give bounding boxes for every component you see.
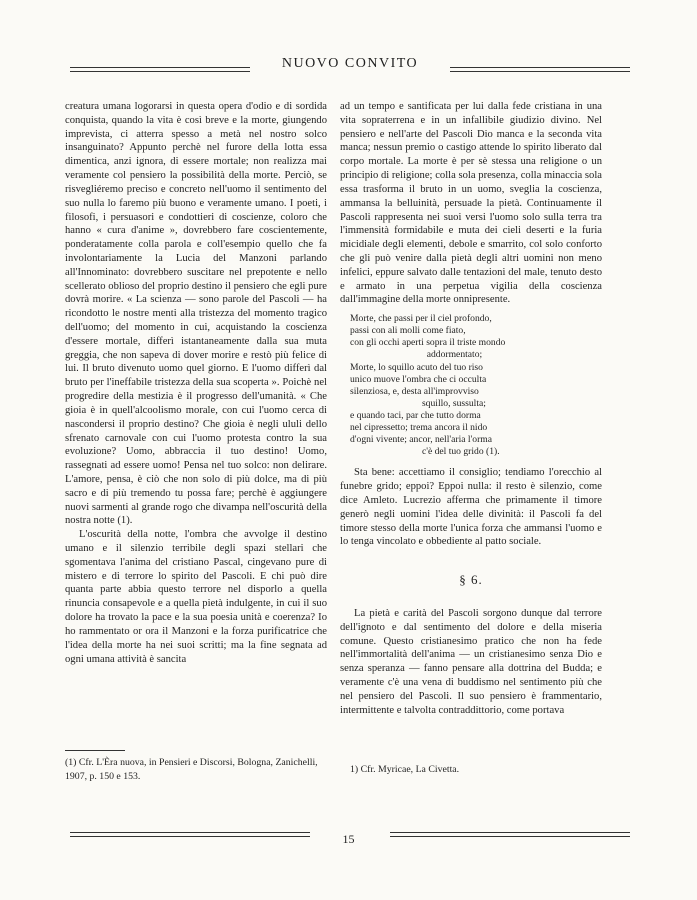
footnote-left: (1) Cfr. L'Èra nuova, in Pensieri e Discorsi, Bologna, Zanichelli, 1907, p. 150 e 153. bbox=[65, 757, 318, 782]
header-rule-right-lower bbox=[450, 71, 630, 72]
poem-line: d'ogni vivente; ancor, nell'aria l'orma bbox=[350, 434, 492, 446]
poem-quote bbox=[350, 313, 602, 458]
poem-line: unico muove l'ombra che ci occulta bbox=[350, 373, 487, 385]
footer-rule-left bbox=[70, 832, 310, 833]
poem-line: passi con ali molli come fiato, bbox=[350, 325, 466, 337]
poem-line: Morte, che passi per il ciel profondo, bbox=[350, 313, 492, 325]
right-column bbox=[340, 100, 602, 718]
footnote-right: 1) Cfr. Myricae, La Civetta. bbox=[350, 764, 460, 775]
right-paragraph-1: ad un tempo e santificata per lui dalla fede cristiana in una vita sopraterrena e in un infallibile giudizio divino. Nel pensiero e nell'arte del Pascoli Dio manca e la seconda vita manca; nessun premio o castigo attende lo spirito liberato dal corpo mortale. La morte è per sè stessa una religione o un principio di religione; colla sola presenza, colla minaccia sola essa trasforma il bruto in un uomo, sveglia la coscienza, ammansa la belluinità, persuade la pietà. Continuamente il Pascoli rappresenta nei suoi versi l'uomo solo sulla terra tra l'immensità formidabile e muta dei cieli deserti e la furia micidiale degli elementi, debole e smarrito, col solo conforto che gli può venire dalla pietà degli altri uomini non meno infelici, eppure salvato dalle tentazioni del male, tenuto desto e armato in una perpetua vigilia della coscienza dall'immagine della morte onnipresente. bbox=[340, 101, 602, 306]
left-paragraph-1: creatura umana logorarsi in questa opera d'odio e di sordida conquista, quando la vita è così breve e la morte, giungendo imprevista, ci atterra spesso a metà nel nostro solco insanguinato? Appunto perchè nel furore della lotta essa dimentica, anzi ignora, di essere mortale; non realizza mai veramente col pensiero la possibilità della morte. Perciò, se risvegliéremo preciso e concreto nell'uomo il sentimento del suo nulla lo faremo più buono e veramente umano. I poeti, i filosofi, i persuasori e condottieri di coscienze, coloro che hanno « cura d'anime », dovrebbero fare coscientemente, ponderatamente colla parola e coll'esempio quello che fa involontariamente la Lucia del Manzoni parlando all'Innominato: dovrebbero suscitare nel prepotente e nello scellerato oblioso del proprio destino il pensiero che egli pure dovrà morire. « La scienza — sono parole del Pascoli — ha ricondotto le nostre menti alla tristezza del momento tragico dell'uomo; del momento in cui, acquistando la coscienza d'essere mortale, differì istantaneamente dalla sua muta greggia, che non sapeva di dover morire e restò più felice di lui. Il bruto divenuto uomo quel giorno. E l'uomo differì dal bruto per l'ineffabile tristezza della sua scoperta ». Poichè nel progredire della mestizia è il progresso dell'umanità. « Che gioia è in quell'alcoolismo morale, con cui l'uomo cerca di nascondersi il proprio destino? Che gioia è negli ululi dello sfrenato carnovale con cui l'uomo protesta contro la sua evoluzione? Uomo, abbraccia il tuo destino! Uomo, rassegnati ad essere uomo! Pensa nel tuo solco: non delirare. L'amore, pensa, è ciò che non solo di più dolce, ma di più sacro e di più tremendo tu possa fare; perchè è aggiungere nuovi sarmenti al grande rogo che divampa nell'oscurità della nostra notte (1). bbox=[65, 101, 327, 527]
poem-line: e quando taci, par che tutto dorma bbox=[350, 409, 481, 421]
poem-line: squillo, sussulta; bbox=[350, 397, 486, 409]
right-paragraph-3: La pietà e carità del Pascoli sorgono dunque dal terrore dell'ignoto e dal sentimento del dolore e della miseria comune. Questo cristianesimo pratico che non ha fede nell'immortalità dell'anima — un cristianesimo senza Dio e senza speranza — fanno pensare alla dottrina del Budda; e veramente c'è una vena di buddismo nel sentimento più che nel pensiero del Pascoli. Il suo pensiero è frammentario, intermittente e talvolta contraddittorio, come portava bbox=[340, 608, 602, 716]
header-rule-right bbox=[450, 67, 630, 68]
header-rule-left-lower bbox=[70, 71, 250, 72]
section-heading: § 6. bbox=[459, 572, 483, 588]
poem-line: addormentato; bbox=[350, 349, 483, 361]
left-paragraph-2: L'oscurità della notte, l'ombra che avvolge il destino umano e il silenzio terribile degli spazi stellari che sgomentava l'anima del cristiano Pascal, cingevano pure di mistero e di terrore lo spirito del Pascoli. E chi può dire quanta parte abbia questo terrore nel disporlo a quella rinuncia consapevole e a quella pietà indulgente, in cui il suo dolore ha trovato la pace e la sua poesia unità e coerenza? Io ho rammentato or ora il Manzoni e la forza purificatrice che l'idea della morte ha nei suoi scritti; ma la fine segnata ad ogni umana attività è sancita bbox=[65, 529, 327, 665]
footer-rule-left-lower bbox=[70, 836, 310, 837]
page-number: 15 bbox=[342, 832, 355, 846]
running-header: NUOVO CONVITO bbox=[281, 56, 419, 71]
right-paragraph-2: Sta bene: accettiamo il consiglio; tendiamo l'orecchio al funebre grido; eppoi? Eppoi nulla: il resto è silenzio, come dice Amleto. Lucrezio afferma che primamente il timore generò negli uomini l'idea delle divinità: il Pascoli fa del timore stesso della morte l'unica forza che ammansi l'uomo e lo tenga vincolato e obbediente al patto sociale. bbox=[340, 467, 602, 548]
poem-line: nel cipressetto; trema ancora il nido bbox=[350, 422, 488, 434]
poem-line: Morte, lo squillo acuto del tuo riso bbox=[350, 361, 483, 373]
poem-line: silenziosa, e, desta all'improvviso bbox=[350, 385, 479, 397]
footer-rule-right bbox=[390, 832, 630, 833]
header-rule-left bbox=[70, 67, 250, 68]
poem-line: con gli occhi aperti sopra il triste mondo bbox=[350, 337, 506, 349]
footnote-rule-left bbox=[65, 750, 125, 751]
footer-rule-right-lower bbox=[390, 836, 630, 837]
left-column bbox=[65, 100, 327, 666]
poem-line: c'è del tuo grido (1). bbox=[350, 446, 500, 458]
